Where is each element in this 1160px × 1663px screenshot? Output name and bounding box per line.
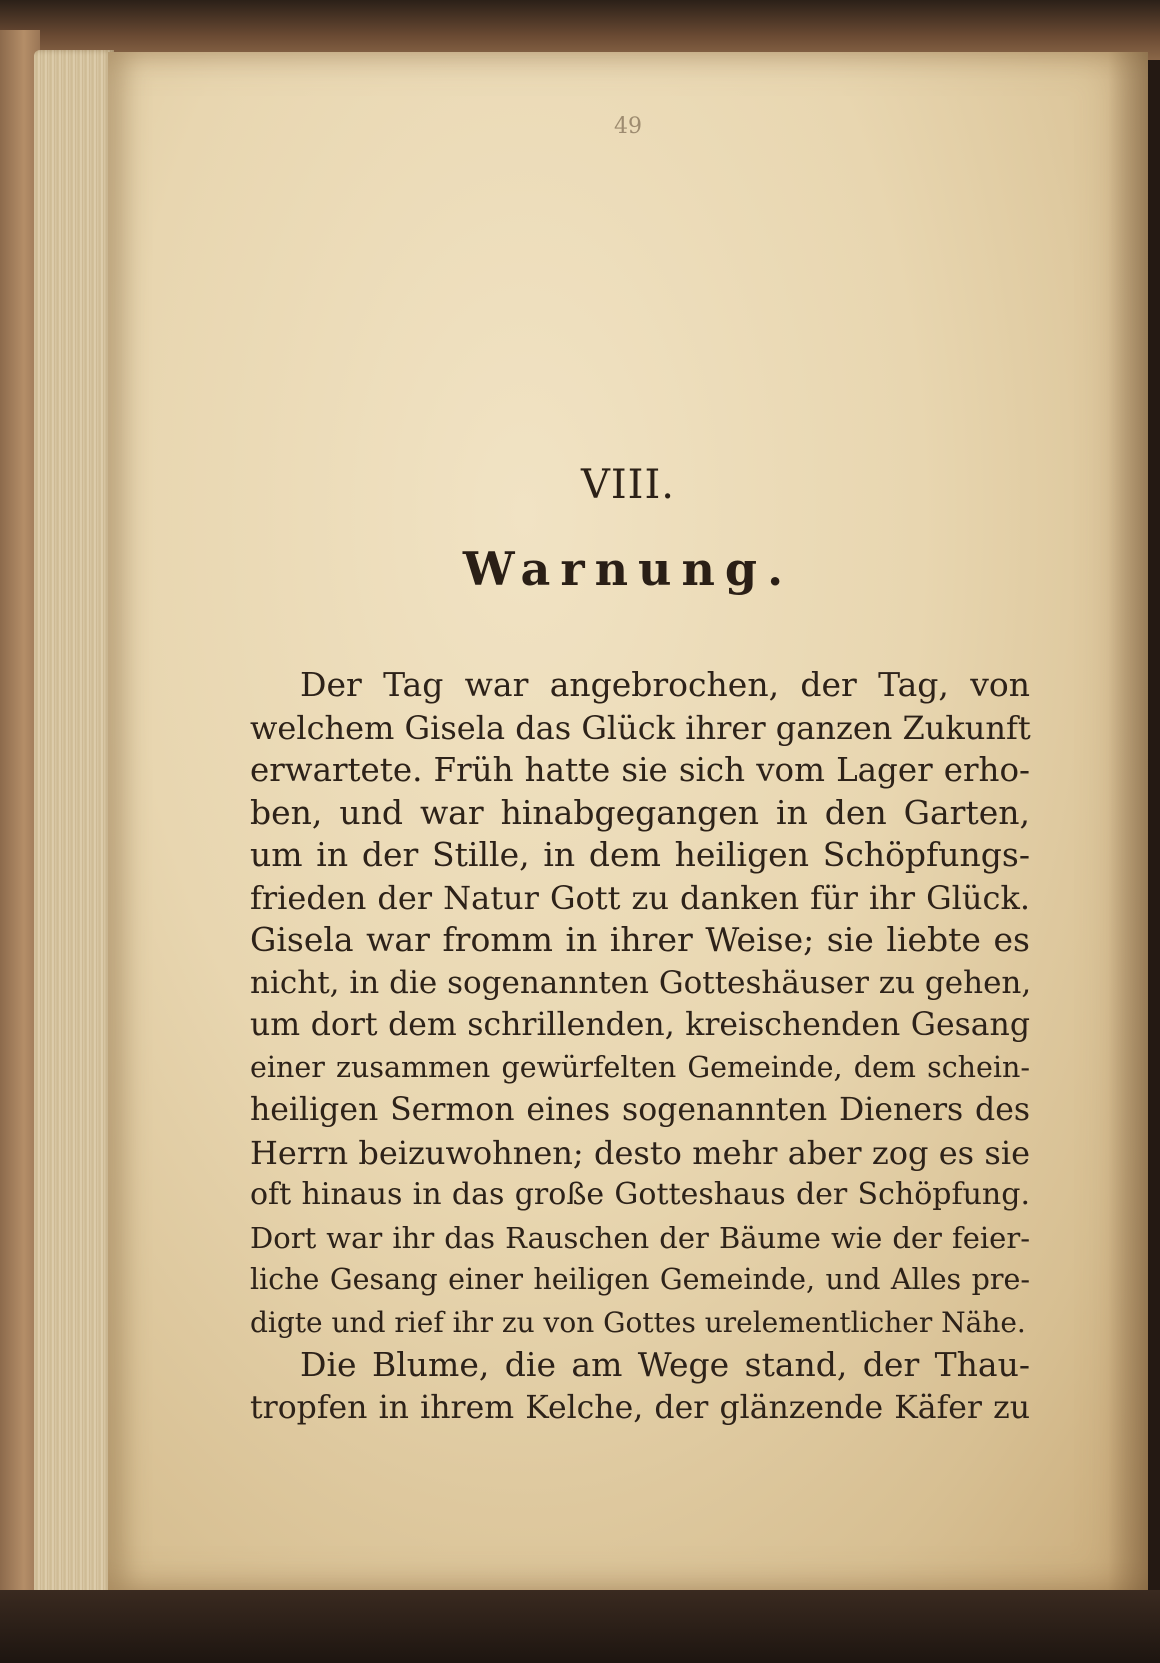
- text-line: Dort war ihr das Rauschen der Bäume wie der feier-: [250, 1220, 1030, 1255]
- text-line: welchem Gisela das Glück ihrer ganzen Zukunft: [250, 708, 1031, 747]
- book-page: [108, 52, 1148, 1590]
- text-line: Gisela war fromm in ihrer Weise; sie liebte es: [250, 920, 1030, 959]
- book-cover-top: [0, 0, 1160, 60]
- text-line: oft hinaus in das große Gotteshaus der Schöpfung.: [250, 1177, 1030, 1212]
- page-edges: [34, 50, 114, 1598]
- text-line: heiligen Sermon eines sogenannten Dieners des: [250, 1092, 1030, 1128]
- chapter-title: Warnung.: [462, 542, 794, 596]
- page-gutter-shadow: [1108, 52, 1148, 1590]
- book-cover-bottom: [0, 1590, 1160, 1663]
- text-line: liche Gesang einer heiligen Gemeinde, und Alles pre-: [250, 1263, 1030, 1296]
- chapter-number: VIII.: [580, 462, 675, 508]
- text-line: frieden der Natur Gott zu danken für ihr Glück.: [250, 878, 1030, 917]
- text-line: digte und rief ihr zu von Gottes urelementlicher Nähe.: [250, 1305, 1026, 1339]
- text-line: um in der Stille, in dem heiligen Schöpfungs-: [250, 835, 1030, 874]
- body-text: [250, 664, 1030, 1429]
- text-line: tropfen in ihrem Kelche, der glänzende Käfer zu: [250, 1389, 1030, 1426]
- text-line: ben, und war hinabgegangen in den Garten,: [250, 792, 1030, 832]
- text-line: Die Blume, die am Wege stand, der Thau-: [300, 1345, 1030, 1384]
- text-line: um dort dem schrillenden, kreischenden Gesang: [250, 1007, 1030, 1043]
- text-line: Herrn beizuwohnen; desto mehr aber zog es sie: [250, 1133, 1030, 1172]
- text-line: nicht, in die sogenannten Gotteshäuser zu gehen,: [250, 964, 1032, 1001]
- text-line: einer zusammen gewürfelten Gemeinde, dem schein-: [250, 1050, 1030, 1084]
- text-line: erwartete. Früh hatte sie sich vom Lager erho-: [250, 751, 1030, 789]
- text-line: Der Tag war angebrochen, der Tag, von: [300, 665, 1030, 704]
- page-number: 49: [614, 114, 642, 139]
